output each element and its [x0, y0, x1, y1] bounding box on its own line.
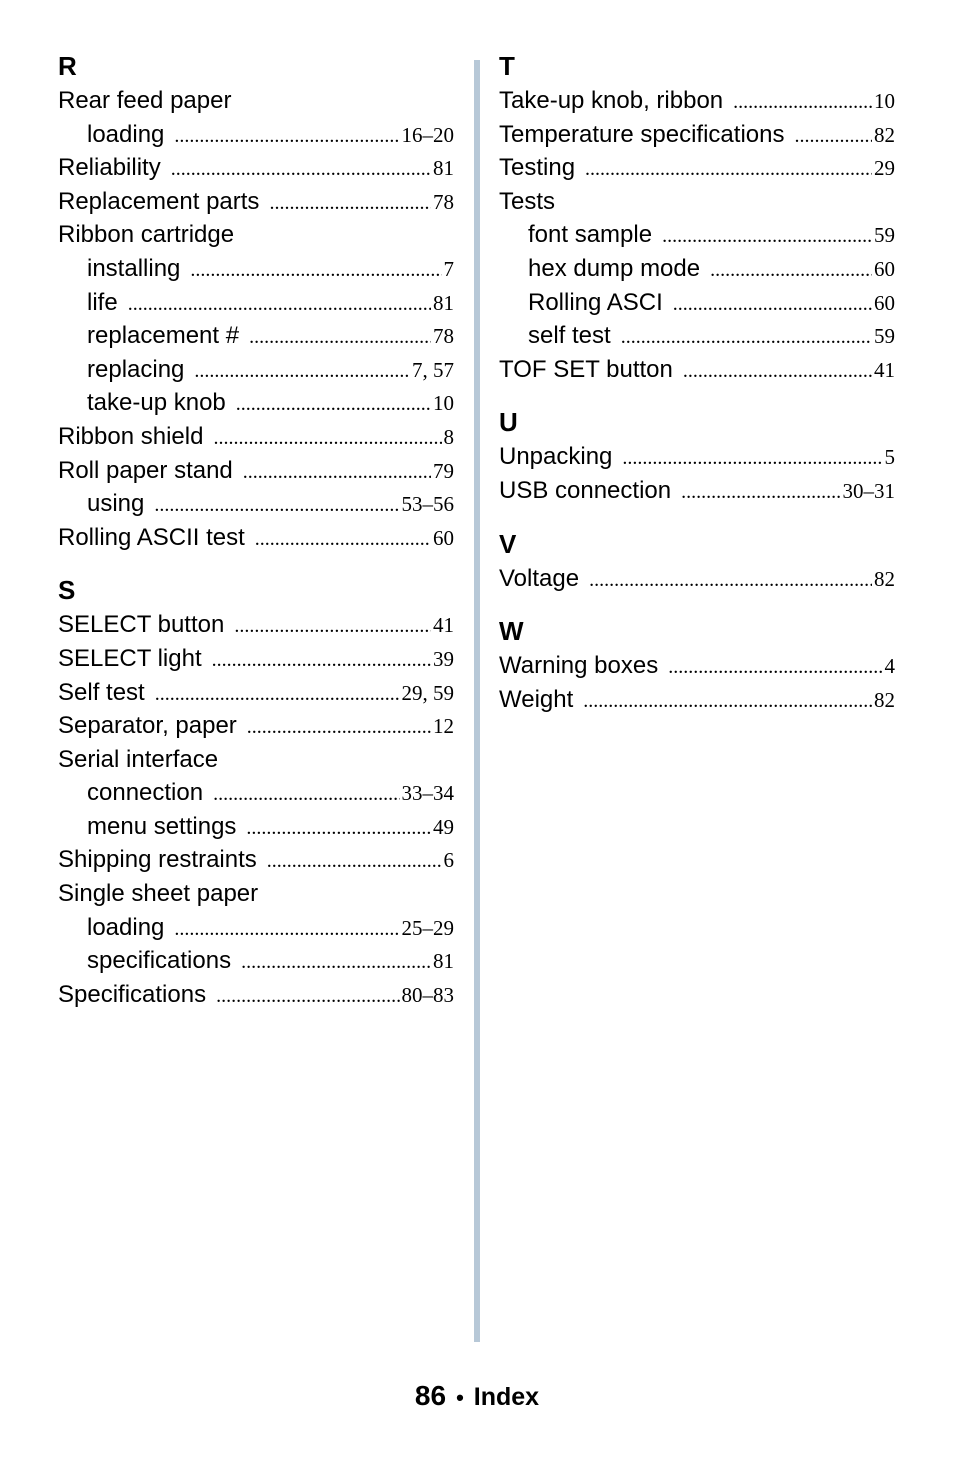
- index-entry: [499, 151, 895, 185]
- index-entry: [58, 218, 454, 252]
- dot-leader: [249, 321, 431, 355]
- entry-pages: 7, 57: [412, 357, 454, 382]
- entry-term: Separator, paper: [58, 712, 237, 740]
- entry-pages: 39: [433, 646, 454, 671]
- index-entry: [499, 353, 895, 387]
- entry-term: Rolling ASCII test: [58, 523, 245, 551]
- index-subentry: [499, 319, 895, 353]
- dot-leader: [255, 523, 431, 557]
- entry-term: installing: [87, 254, 181, 282]
- entry-term: specifications: [87, 947, 232, 975]
- entry-pages: 82: [874, 122, 895, 147]
- entry-pages: 53–56: [401, 492, 454, 517]
- entry-term: self test: [528, 322, 611, 350]
- section-letter: S: [58, 575, 76, 606]
- dot-leader: [243, 456, 431, 490]
- index-entry: [499, 474, 895, 508]
- column-divider: [474, 60, 480, 1342]
- entry-pages: 81: [433, 156, 454, 181]
- index-entry: [499, 118, 895, 152]
- entry-term: take-up knob: [87, 389, 226, 417]
- entry-term: Testing: [499, 154, 576, 182]
- entry-pages: 82: [874, 566, 895, 591]
- dot-leader: [681, 476, 840, 510]
- entry-term: Weight: [499, 685, 574, 713]
- entry-term: replacement #: [87, 322, 240, 350]
- entry-term: Roll paper stand: [58, 456, 233, 484]
- index-section-w: [499, 615, 895, 716]
- entry-pages: 29, 59: [401, 680, 454, 705]
- entry-term: loading: [87, 913, 165, 941]
- entry-term: replacing: [87, 355, 185, 383]
- index-entry: [58, 843, 454, 877]
- dot-leader: [683, 355, 872, 389]
- section-letter: R: [58, 51, 77, 81]
- index-subentry: [58, 487, 454, 521]
- entry-term: Serial interface: [58, 745, 219, 773]
- dot-leader: [585, 153, 872, 187]
- dot-leader: [621, 321, 872, 355]
- index-subentry: [499, 218, 895, 252]
- entry-pages: 8: [443, 424, 454, 449]
- footer-section-title: Index: [473, 1383, 540, 1411]
- section-letter: V: [499, 528, 517, 559]
- index-entry: [58, 709, 454, 743]
- entry-term: Shipping restraints: [58, 846, 257, 874]
- entry-term: USB connection: [499, 476, 672, 504]
- entry-pages: 59: [874, 324, 895, 349]
- section-letter: W: [499, 616, 524, 647]
- index-entry: [58, 420, 454, 454]
- entry-term: Specifications: [58, 980, 207, 1008]
- entry-pages: 10: [433, 391, 454, 416]
- index-entry: [58, 978, 454, 1012]
- index-entry: [499, 440, 895, 474]
- entry-pages: 81: [433, 949, 454, 974]
- index-subentry: [58, 386, 454, 420]
- dot-leader: [583, 685, 872, 719]
- index-entry: [58, 877, 454, 911]
- entry-pages: 60: [874, 256, 895, 281]
- entry-term: Take-up knob, ribbon: [499, 87, 724, 114]
- index-entry: [58, 642, 454, 676]
- dot-leader: [213, 422, 441, 456]
- index-subentry: [58, 944, 454, 978]
- page-number: 86: [414, 1380, 447, 1411]
- entry-pages: 33–34: [401, 781, 454, 806]
- index-subentry: [499, 286, 895, 320]
- dot-leader: [154, 489, 399, 523]
- entry-term: Rear feed paper: [58, 87, 232, 114]
- dot-leader: [269, 187, 431, 221]
- entry-pages: 60: [433, 525, 454, 550]
- index-subentry: [499, 252, 895, 286]
- entry-pages: 78: [433, 189, 454, 214]
- index-entry: [58, 151, 454, 185]
- dot-leader: [128, 288, 431, 322]
- dot-leader: [216, 980, 399, 1014]
- footer-separator: •: [456, 1385, 464, 1410]
- entry-term: Ribbon shield: [58, 422, 204, 450]
- dot-leader: [589, 564, 872, 598]
- index-section-t: [499, 50, 895, 386]
- entry-pages: 4: [884, 654, 895, 679]
- index-subentry: [58, 286, 454, 320]
- entry-term: Ribbon cartridge: [58, 221, 235, 249]
- index-entry: [58, 454, 454, 488]
- index-subentry: [58, 776, 454, 810]
- entry-pages: 59: [874, 223, 895, 248]
- entry-term: TOF SET button: [499, 355, 673, 383]
- dot-leader: [174, 913, 399, 947]
- dot-leader: [234, 610, 431, 644]
- dot-leader: [622, 442, 882, 476]
- entry-pages: 41: [433, 613, 454, 638]
- section-letter: T: [499, 51, 515, 81]
- index-column-right: [499, 50, 895, 716]
- entry-term: Unpacking: [499, 443, 613, 471]
- entry-term: hex dump mode: [528, 254, 701, 282]
- index-entry: [58, 608, 454, 642]
- dot-leader: [190, 254, 441, 288]
- index-entry: [499, 683, 895, 717]
- entry-pages: 25–29: [401, 915, 454, 940]
- entry-pages: 12: [433, 714, 454, 739]
- index-section-u: [499, 406, 895, 507]
- entry-term: connection: [87, 779, 204, 807]
- entry-term: Single sheet paper: [58, 880, 259, 908]
- entry-pages: 82: [874, 687, 895, 712]
- index-subentry: [58, 911, 454, 945]
- dot-leader: [236, 388, 431, 422]
- index-entry: [499, 649, 895, 683]
- index-entry: [58, 676, 454, 710]
- index-entry: [58, 185, 454, 219]
- index-column-left: [58, 50, 454, 1011]
- entry-term: loading: [87, 120, 165, 148]
- dot-leader: [673, 288, 872, 322]
- dot-leader: [267, 845, 442, 879]
- entry-pages: 78: [433, 324, 454, 349]
- entry-pages: 29: [874, 156, 895, 181]
- entry-pages: 49: [433, 814, 454, 839]
- entry-pages: 41: [874, 357, 895, 382]
- index-section-v: [499, 528, 895, 596]
- dot-leader: [246, 812, 431, 846]
- entry-term: Self test: [58, 678, 145, 706]
- index-subentry: [58, 118, 454, 152]
- dot-leader: [212, 644, 431, 678]
- entry-term: font sample: [528, 221, 653, 249]
- dot-leader: [171, 153, 431, 187]
- dot-leader: [174, 120, 399, 154]
- dot-leader: [794, 120, 872, 154]
- index-entry: [499, 185, 895, 219]
- dot-leader: [155, 678, 400, 712]
- index-subentry: [58, 252, 454, 286]
- entry-pages: 81: [433, 290, 454, 315]
- entry-pages: 30–31: [842, 478, 895, 503]
- dot-leader: [247, 711, 431, 745]
- entry-pages: 10: [874, 89, 895, 113]
- entry-term: Temperature specifications: [499, 120, 785, 148]
- entry-pages: 16–20: [401, 122, 454, 147]
- section-letter: U: [499, 407, 518, 438]
- index-section-s: [58, 574, 454, 1011]
- entry-pages: 5: [884, 445, 895, 470]
- entry-term: Warning boxes: [499, 652, 659, 680]
- dot-leader: [213, 778, 399, 812]
- index-subentry: [58, 810, 454, 844]
- index-entry: [58, 521, 454, 555]
- entry-pages: 6: [443, 848, 454, 873]
- index-entry: [58, 743, 454, 777]
- index-entry: [499, 562, 895, 596]
- entry-term: Rolling ASCI: [528, 288, 663, 316]
- entry-pages: 80–83: [401, 982, 454, 1007]
- dot-leader: [733, 86, 872, 120]
- entry-pages: 7: [443, 256, 454, 281]
- entry-term: Voltage: [499, 564, 580, 592]
- entry-term: life: [87, 288, 118, 316]
- entry-pages: 79: [433, 458, 454, 483]
- dot-leader: [668, 651, 882, 685]
- page-footer: [0, 1378, 954, 1416]
- dot-leader: [241, 946, 431, 980]
- entry-term: SELECT light: [58, 644, 202, 672]
- dot-leader: [194, 355, 410, 389]
- entry-term: Replacement parts: [58, 187, 260, 215]
- index-subentry: [58, 353, 454, 387]
- entry-term: Reliability: [58, 154, 161, 182]
- index-subentry: [58, 319, 454, 353]
- dot-leader: [662, 220, 872, 254]
- index-entry: [499, 84, 895, 118]
- dot-leader: [710, 254, 872, 288]
- index-section-r: [58, 50, 454, 554]
- entry-pages: 60: [874, 290, 895, 315]
- entry-term: using: [87, 490, 145, 518]
- entry-term: SELECT button: [58, 611, 225, 639]
- entry-term: menu settings: [87, 812, 237, 840]
- entry-term: Tests: [499, 187, 556, 215]
- index-entry: [58, 84, 454, 118]
